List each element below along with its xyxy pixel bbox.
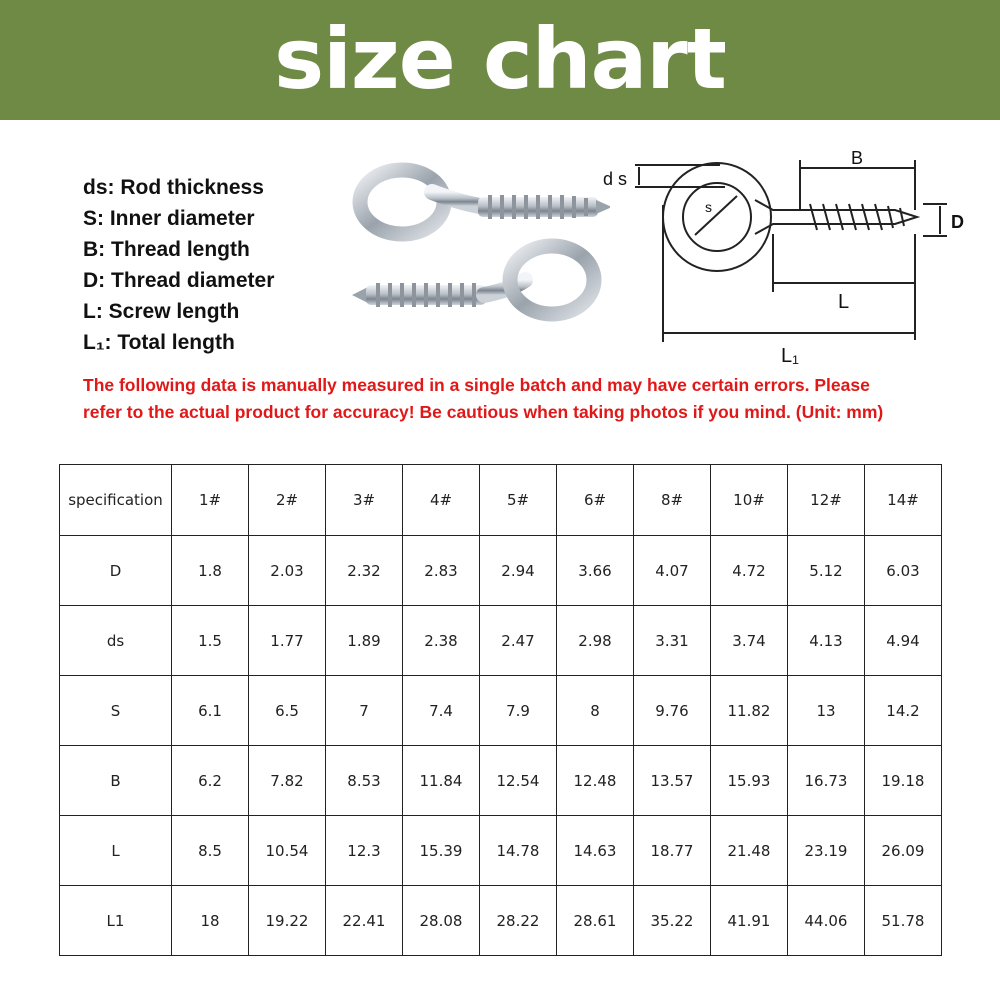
table-cell: 2.32	[326, 536, 403, 606]
table-cell: 44.06	[788, 886, 865, 956]
header-cell: 2#	[249, 465, 326, 536]
table-cell: 2.03	[249, 536, 326, 606]
table-cell: 11.84	[403, 746, 480, 816]
header-cell: 4#	[403, 465, 480, 536]
table-cell: 3.74	[711, 606, 788, 676]
page-title: size chart	[274, 10, 726, 108]
table-cell: 1.77	[249, 606, 326, 676]
table-cell: 12.48	[557, 746, 634, 816]
notice-line-1: The following data is manually measured in a single batch and may have certain errors. Please	[83, 375, 870, 395]
table-cell: 28.61	[557, 886, 634, 956]
row-label-cell: S	[60, 676, 172, 746]
table-cell: 11.82	[711, 676, 788, 746]
l-label: L	[838, 291, 850, 313]
table-cell: 1.5	[172, 606, 249, 676]
table-body	[60, 536, 942, 956]
legend-item-s: S: Inner diameter	[83, 207, 255, 230]
table-cell: 1.89	[326, 606, 403, 676]
table-cell: 7.4	[403, 676, 480, 746]
table-cell: 4.13	[788, 606, 865, 676]
screw-eye-product-image	[340, 150, 610, 355]
dimension-legend	[83, 172, 274, 358]
row-label-cell: ds	[60, 606, 172, 676]
table-cell: 6.2	[172, 746, 249, 816]
table-cell: 10.54	[249, 816, 326, 886]
dimension-diagram	[595, 140, 995, 365]
table-cell: 3.31	[634, 606, 711, 676]
table-cell: 18.77	[634, 816, 711, 886]
table-cell: 21.48	[711, 816, 788, 886]
legend-item-d: D: Thread diameter	[83, 269, 275, 292]
table-cell: 2.94	[480, 536, 557, 606]
table-cell: 16.73	[788, 746, 865, 816]
notice-line-2: refer to the actual product for accuracy! Be cautious when taking photos if you mind. (Unit: mm)	[83, 402, 884, 422]
legend-item-l: L: Screw length	[83, 300, 240, 323]
table-cell: 4.07	[634, 536, 711, 606]
table-cell: 6.1	[172, 676, 249, 746]
table-cell: 15.39	[403, 816, 480, 886]
header-cell: 14#	[865, 465, 942, 536]
table-header-row	[60, 465, 942, 536]
title-banner	[0, 0, 1000, 120]
table-cell: 28.08	[403, 886, 480, 956]
header-cell: 3#	[326, 465, 403, 536]
table-cell: 4.94	[865, 606, 942, 676]
row-label-cell: D	[60, 536, 172, 606]
row-label-cell: L1	[60, 886, 172, 956]
header-cell: 8#	[634, 465, 711, 536]
table-cell: 19.18	[865, 746, 942, 816]
table-cell: 23.19	[788, 816, 865, 886]
table-row	[60, 886, 942, 956]
table-cell: 14.2	[865, 676, 942, 746]
table-cell: 7.9	[480, 676, 557, 746]
ds-label: d s	[603, 169, 628, 189]
table-cell: 6.03	[865, 536, 942, 606]
table-cell: 15.93	[711, 746, 788, 816]
row-label-cell: B	[60, 746, 172, 816]
header-cell: 5#	[480, 465, 557, 536]
table-row	[60, 816, 942, 886]
header-cell: specification	[60, 465, 172, 536]
table-cell: 12.54	[480, 746, 557, 816]
table-cell: 6.5	[249, 676, 326, 746]
table-cell: 9.76	[634, 676, 711, 746]
table-cell: 7	[326, 676, 403, 746]
table-row	[60, 606, 942, 676]
table-cell: 12.3	[326, 816, 403, 886]
table-row	[60, 536, 942, 606]
legend-item-ds: ds: Rod thickness	[83, 176, 264, 199]
table-cell: 13.57	[634, 746, 711, 816]
table-cell: 14.78	[480, 816, 557, 886]
table-cell: 4.72	[711, 536, 788, 606]
legend-item-b: B: Thread length	[83, 238, 250, 261]
table-cell: 5.12	[788, 536, 865, 606]
d-label: D	[951, 212, 964, 232]
table-cell: 13	[788, 676, 865, 746]
measurement-notice	[83, 372, 963, 426]
table-cell: 8.53	[326, 746, 403, 816]
table-cell: 2.98	[557, 606, 634, 676]
table-cell: 7.82	[249, 746, 326, 816]
size-table	[59, 464, 942, 956]
table-cell: 41.91	[711, 886, 788, 956]
row-label-cell: L	[60, 816, 172, 886]
header-cell: 6#	[557, 465, 634, 536]
table-row	[60, 676, 942, 746]
table-cell: 8	[557, 676, 634, 746]
legend-item-l1: L₁: Total length	[83, 331, 235, 354]
table-cell: 1.8	[172, 536, 249, 606]
table-cell: 2.47	[480, 606, 557, 676]
s-label: s	[705, 199, 712, 215]
header-cell: 1#	[172, 465, 249, 536]
header-cell: 12#	[788, 465, 865, 536]
table-cell: 22.41	[326, 886, 403, 956]
table-cell: 19.22	[249, 886, 326, 956]
table-cell: 8.5	[172, 816, 249, 886]
table-cell: 26.09	[865, 816, 942, 886]
b-label: B	[851, 148, 864, 168]
table-cell: 35.22	[634, 886, 711, 956]
table-cell: 18	[172, 886, 249, 956]
table-cell: 14.63	[557, 816, 634, 886]
header-cell: 10#	[711, 465, 788, 536]
table-row	[60, 746, 942, 816]
screw-eye-top-icon	[360, 170, 610, 234]
table-cell: 28.22	[480, 886, 557, 956]
l1-label: L₁	[781, 345, 799, 365]
table-cell: 3.66	[557, 536, 634, 606]
table-cell: 51.78	[865, 886, 942, 956]
screw-eye-bottom-icon	[352, 246, 594, 314]
table-cell: 2.83	[403, 536, 480, 606]
table-cell: 2.38	[403, 606, 480, 676]
